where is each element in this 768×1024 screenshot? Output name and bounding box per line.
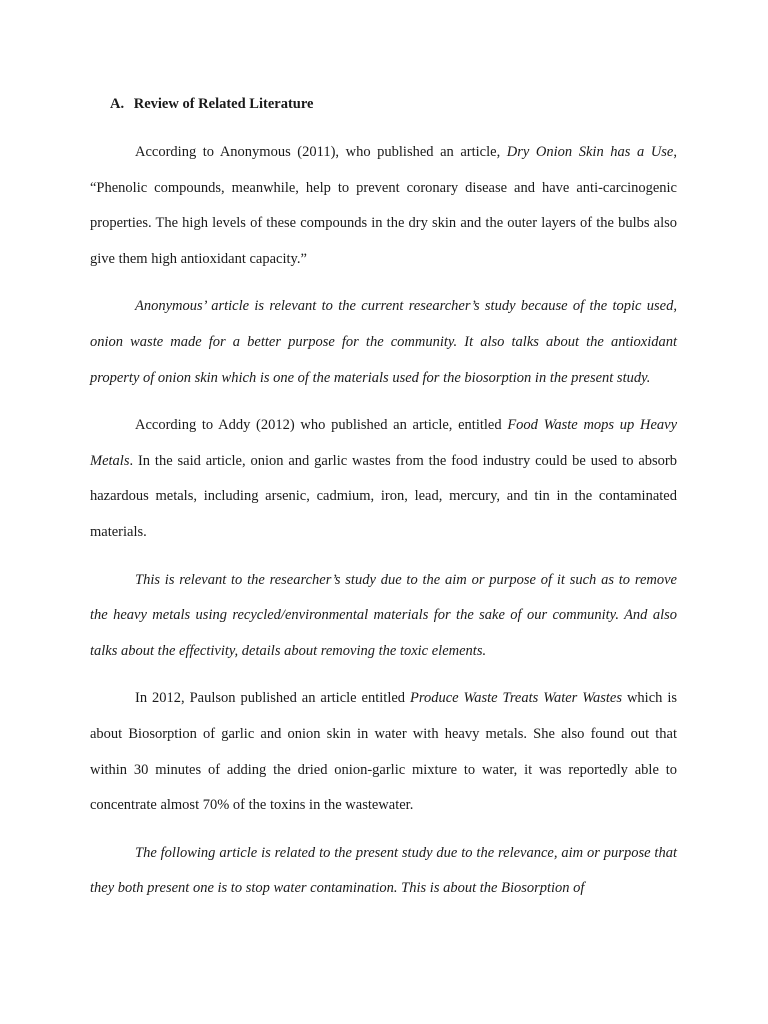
paragraph-addy-relevance: This is relevant to the researcher’s study due to the aim or purpose of it such as to remove the heavy metals using recycled/environmental materials for the sake of our community. And also talks about the effectivity, details about removing the toxic elements.: [90, 571, 677, 659]
paragraph-anonymous-relevance: Anonymous’ article is relevant to the current researcher’s study because of the topic used, onion waste made for a better purpose for the community. It also talks about the antioxidant property of onion skin which is one of the materials used for the biosorption in the present study.: [90, 298, 677, 386]
paragraph-addy-citation: [90, 408, 677, 550]
paragraph-text: which is about Biosorption of garlic and onion skin in water with heavy metals. She also found out that within 30 minutes of adding the dried onion-garlic mixture to water, it was reportedly able to concentrate almost 70% of the toxins in the wastewater.: [90, 690, 678, 814]
document-page: [90, 86, 677, 919]
paragraph-text: According to Anonymous (2011), who published an article,: [135, 144, 507, 160]
paragraph-text: . In the said article, onion and garlic wastes from the food industry could be used to absorb hazardous metals, including arsenic, cadmium, iron, lead, mercury, and tin in the contaminated materials.: [90, 452, 677, 540]
paragraph-paulson-relevance: The following article is related to the present study due to the relevance, aim or purpose that they both present one is to stop water contamination. This is about the Biosorption of: [90, 844, 677, 897]
paragraph-text: , “Phenolic compounds, meanwhile, help to prevent coronary disease and have anti-carcinogenic properties. The high levels of these compounds in the dry skin and the outer layers of the bulbs also give them high antioxidant capacity.”: [90, 144, 677, 267]
paragraph-paulson-citation: [90, 681, 677, 823]
paragraph-text: In 2012, Paulson published an article entitled: [135, 690, 410, 707]
article-title: Dry Onion Skin has a Use: [506, 144, 674, 160]
article-title: Food Waste mops up Heavy Metals: [90, 417, 677, 469]
paragraph-anonymous-citation: [90, 135, 677, 277]
section-title: Review of Related Literature: [133, 96, 314, 112]
article-title: Produce Waste Treats Water Wastes: [409, 690, 623, 707]
section-number: A.: [110, 96, 125, 112]
section-heading: [110, 86, 677, 122]
paragraph-text: According to Addy (2012) who published an article, entitled: [135, 417, 508, 434]
